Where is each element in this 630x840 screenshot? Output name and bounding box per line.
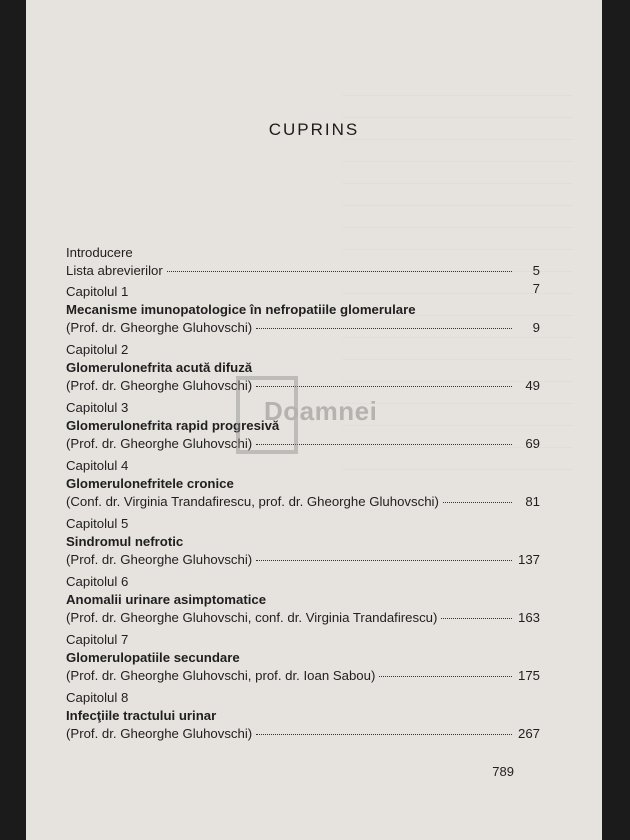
chapter-label: Capitolul 3 [66,400,129,415]
chapter-authors: (Conf. dr. Virginia Trandafirescu, prof. dr. Gheorghe Gluhovschi) [66,494,439,509]
toc-entry-text: Introducere [66,245,133,260]
toc-page-number: 137 [517,552,540,567]
chapter-title: Anomalii urinare asimptomatice [66,592,267,607]
toc-page-number: 163 [517,610,540,625]
toc-page-number: 5 [532,263,540,278]
chapter-label: Capitolul 8 [66,690,129,705]
chapter-authors: (Prof. dr. Gheorghe Gluhovschi) [66,378,253,393]
toc-entry-abbrev [66,262,540,280]
chapter-authors-row [66,725,540,743]
chapter-title: Glomerulopatiile secundare [66,650,240,665]
chapter-authors: (Prof. dr. Gheorghe Gluhovschi) [66,726,253,741]
chapter-authors-row [66,551,540,569]
chapter-authors-row [66,609,540,627]
chapter-label: Capitolul 6 [66,574,129,589]
toc-page-number: 7 [532,281,540,296]
dot-leader [441,618,512,619]
toc-entry-text: Lista abrevierilor [66,263,163,278]
chapter-label: Capitolul 4 [66,458,129,473]
chapter-label: Capitolul 2 [66,342,129,357]
book-page [26,0,602,840]
chapter-authors: (Prof. dr. Gheorghe Gluhovschi) [66,552,253,567]
chapter-authors: (Prof. dr. Gheorghe Gluhovschi, prof. dr. Ioan Sabou) [66,668,376,683]
chapter-authors-row [66,319,540,337]
chapter-title: Glomerulonefrita rapid progresivă [66,418,280,433]
toc-page-number: 267 [517,726,540,741]
chapter-label: Capitolul 7 [66,632,129,647]
toc-page-number: 81 [525,494,540,509]
toc-page-number: 9 [532,320,540,335]
toc-page-number: 175 [517,668,540,683]
dot-leader [256,328,512,329]
chapter-authors: (Prof. dr. Gheorghe Gluhovschi) [66,436,253,451]
chapter-title: Sindromul nefrotic [66,534,184,549]
dot-leader [379,676,512,677]
toc-page-number: 69 [525,436,540,451]
chapter-title: Glomerulonefrita acută difuză [66,360,253,375]
page-title: CUPRINS [268,120,360,139]
chapter-label: Capitolul 5 [66,516,129,531]
dot-leader [167,271,512,272]
dot-leader [256,734,512,735]
watermark-text: Doamnei [264,396,378,426]
chapter-label: Capitolul 1 [66,284,129,299]
chapter-title: Glomerulonefritele cronice [66,476,234,491]
toc-page-number: 49 [525,378,540,393]
chapter-authors-row [66,493,540,511]
watermark-logo [236,376,426,456]
page-number: 789 [492,764,514,779]
chapter-title: Infecţiile tractului urinar [66,708,217,723]
chapter-authors-row [66,667,540,685]
chapter-authors: (Prof. dr. Gheorghe Gluhovschi) [66,320,253,335]
dot-leader [443,502,512,503]
toc-entry-intro [66,244,540,262]
chapter-title: Mecanisme imunopatologice în nefropatiile glomerulare [66,302,416,317]
chapter-authors: (Prof. dr. Gheorghe Gluhovschi, conf. dr. Virginia Trandafirescu) [66,610,438,625]
dot-leader [256,560,512,561]
